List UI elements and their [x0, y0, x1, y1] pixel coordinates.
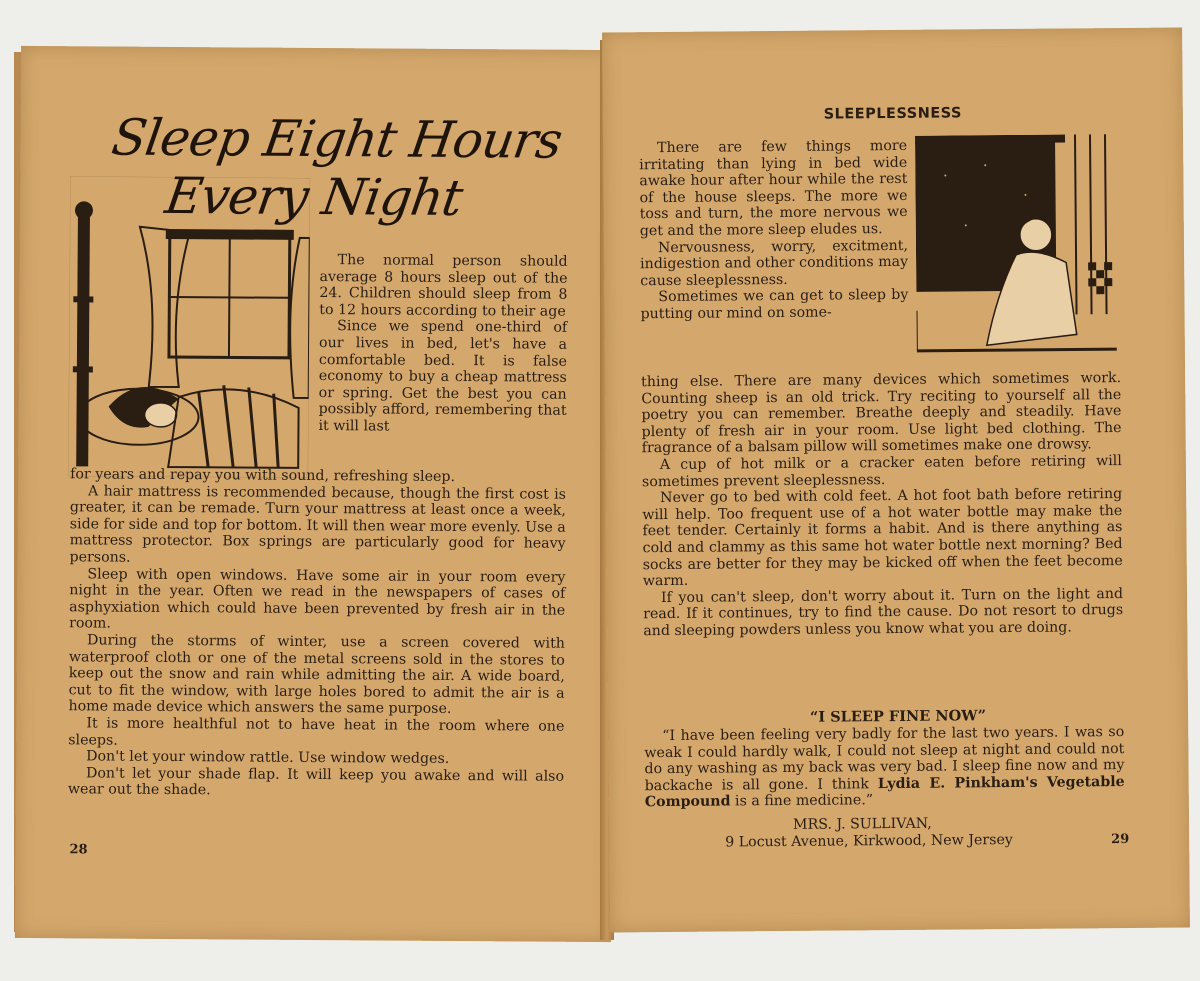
paragraph: Sleep with open windows. Have some air in your room every night in the year. Often we read in the newspapers of cases of asphyxiation which could have been prevented by fresh air in the room.	[69, 565, 566, 632]
headline-line-2: Every Night	[161, 166, 466, 227]
paragraph: Don't let your shade flap. It will keep you awake and will also wear out the shade.	[67, 765, 565, 799]
left-body-text	[68, 466, 566, 801]
paragraph: During the storms of winter, use a screen covered with waterproof cloth or one of the metal screens sold in the stores to keep out the snow and rain while admitting the air. A wide board, cut to fit the window, with large holes bored to admit the air is a home made device which answers the same purpose.	[68, 632, 566, 718]
paragraph: A cup of hot milk or a cracker eaten before retiring will sometimes prevent sleeplessness.	[641, 452, 1122, 490]
page-title: SLEEPLESSNESS	[823, 105, 963, 123]
testimonial-ending: is a fine medicine.”	[730, 792, 874, 810]
left-page	[15, 46, 617, 942]
right-intro-text	[639, 138, 909, 323]
paragraph: It is more healthful not to have heat in the room where one sleeps.	[68, 715, 565, 749]
testimonial-heading: “I SLEEP FINE NOW”	[809, 707, 987, 726]
testimonial-paragraph	[644, 724, 1125, 811]
testimonial-text	[644, 724, 1125, 811]
signature-address: 9 Locust Avenue, Kirkwood, New Jersey	[725, 831, 1013, 851]
product-name: Lydia E. Pinkham's Vegetable Compound	[644, 773, 1125, 811]
left-intro-text	[318, 252, 567, 436]
paragraph: Sometimes we can get to sleep by putting our mind on some-	[640, 287, 909, 323]
paragraph-continuation: for years and repay you with sound, refreshing sleep.	[70, 466, 456, 485]
right-body-text	[641, 370, 1123, 640]
page-number: 29	[1111, 831, 1130, 848]
paragraph: Since we spend one-third of our lives in bed, let's have a comfortable bed. It is false economy to buy a cheap mattress or spring. Get the best you can possibly afford, remembering that it will last	[318, 318, 568, 435]
page-number: 28	[69, 842, 88, 858]
paragraph: Never go to bed with cold feet. A hot foot bath before retiring will help. Too frequent use of a hot water bottle may make the feet tender. Certainly it forms a habit. And is there anything as cold and clammy as this same hot water bottle next morning? Bed socks are better for they may be kicked off when the feet become warm.	[642, 486, 1123, 590]
paragraph: A hair mattress is recommended because, though the first cost is greater, it can be remade. Turn your mattress at least once a week, side for side and top for bottom. It will then wear more evenly. Use a mattress protector. Box springs are particularly good for heavy persons.	[69, 483, 567, 566]
paragraph: There are few things more irritating than lying in bed wide awake hour after hour while the rest of the house sleeps. The more we toss and turn, the more nervous we get and the more sleep eludes us.	[639, 137, 908, 240]
testimonial-body: “I have been feeling very badly for the last two years. I was so weak I could hardly walk, I could not sleep at night and could not do any washing as my back was very bad. I sleep fine now and my backache is all gone. I think	[644, 724, 1125, 794]
sleeping-woman-illustration	[68, 176, 310, 478]
right-page	[602, 27, 1190, 932]
paragraph: If you can't sleep, don't worry about it. Turn on the light and read. If it continues, try to find the cause. Do not resort to drugs and sleeping powders unless you know what you are doing.	[643, 585, 1124, 640]
paragraph: Don't let your window rattle. Use window wedges.	[86, 748, 450, 768]
headline-line-1: Sleep Eight Hours	[108, 108, 566, 170]
paragraph: Nervousness, worry, excitment, indigestion and other conditions may cause sleeplessness.	[640, 237, 909, 289]
woman-at-window-illustration	[915, 134, 1117, 356]
paragraph-continuation: thing else. There are many devices which sometimes work. Counting sheep is an old trick. Try reciting to yourself all the poetry you can remember. Breathe deeply and steadily. Have plenty of fresh air in your room. Use light bed clothing. The fragrance of a balsam pillow will sometimes make one drowsy.	[641, 370, 1122, 457]
signature-name: MRS. J. SULLIVAN,	[792, 815, 932, 833]
paragraph: The normal person should average 8 hours sleep out of the 24. Children should sleep from 8 to 12 hours according to their age	[319, 252, 568, 320]
